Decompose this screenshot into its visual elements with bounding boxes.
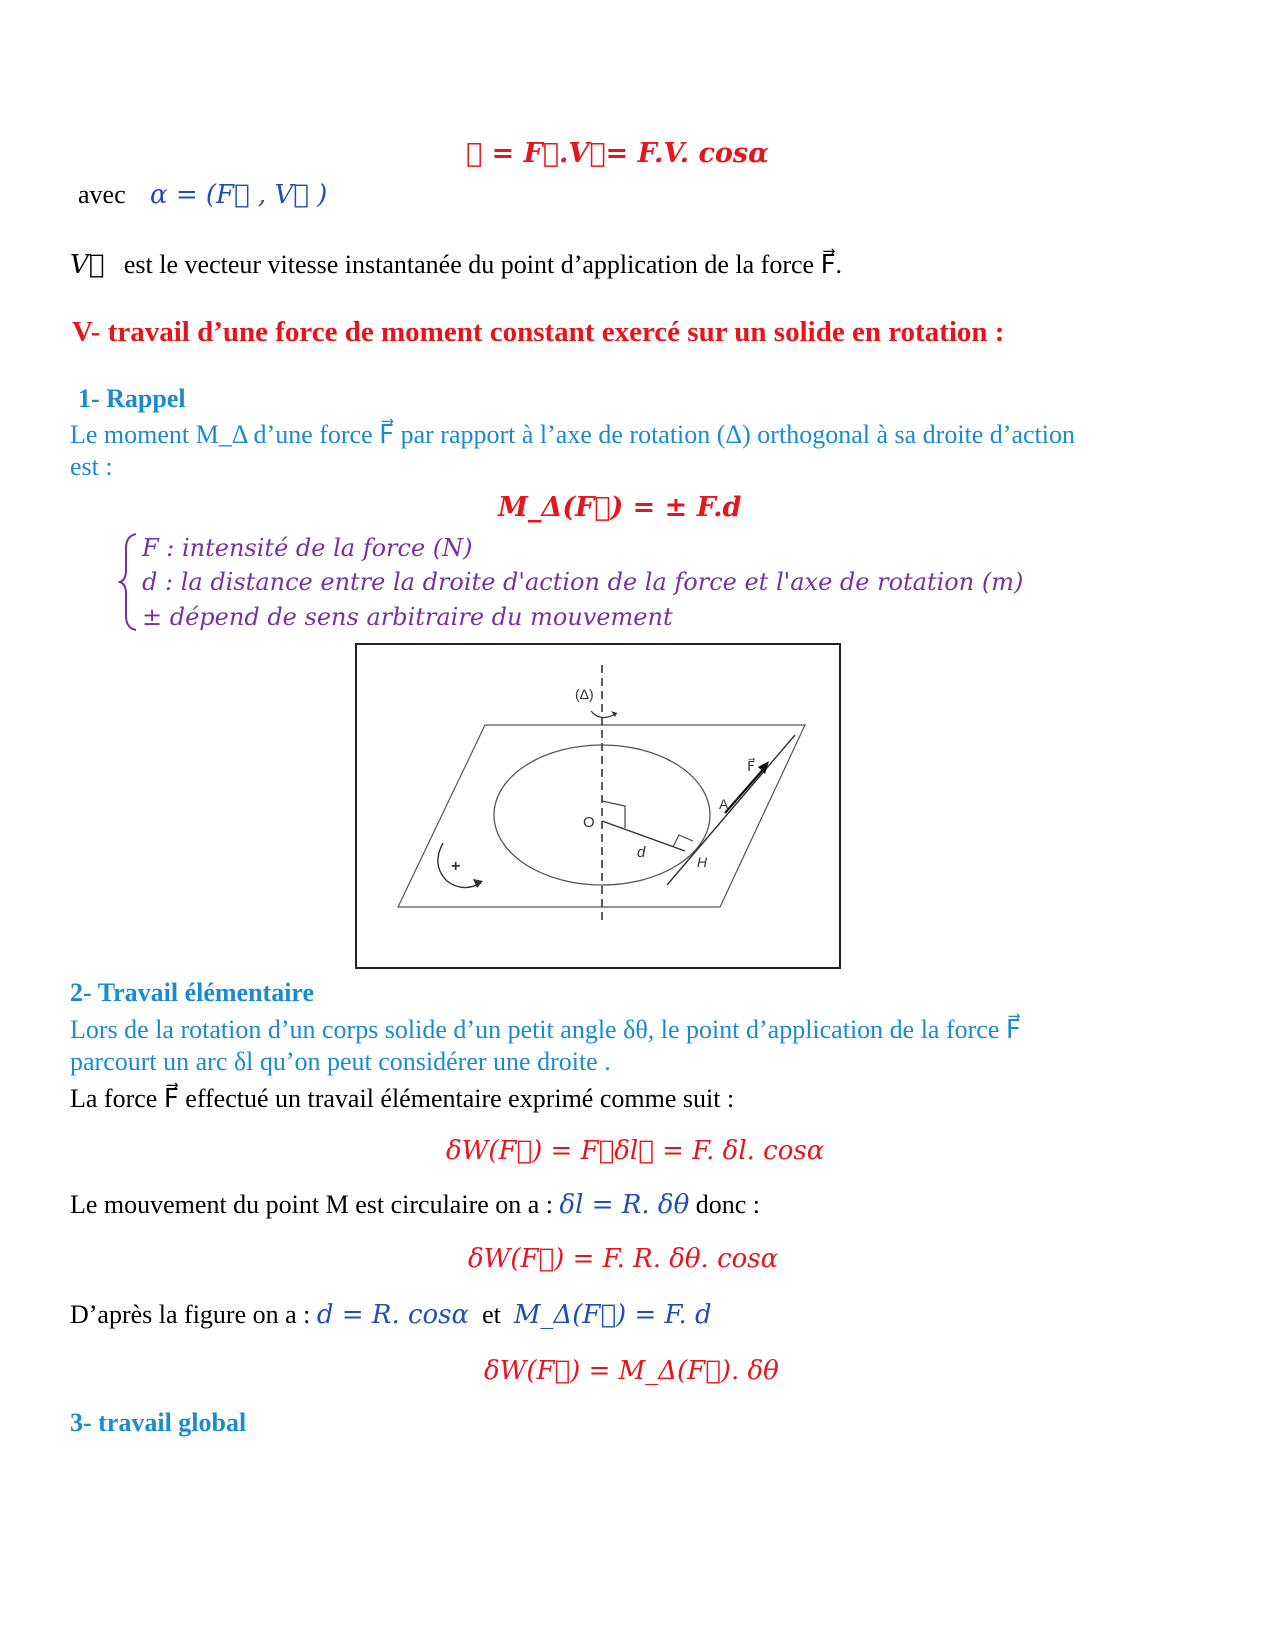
travail-elem-line-3: La force F⃗ effectué un travail élémentaire exprimé comme suit : — [70, 1084, 735, 1113]
velocity-text: est le vecteur vitesse instantanée du point d’application de la force F⃗. — [123, 250, 843, 279]
point-a-label: A — [719, 796, 729, 812]
line-4-text: Le mouvement du point M est circulaire on a : — [70, 1190, 554, 1219]
work-formula-3: δW(F⃗) = M_Δ(F⃗). δθ — [484, 1356, 779, 1386]
travail-elem-line-5 — [70, 1300, 712, 1330]
line-5-text: D’après la figure on a : — [70, 1300, 311, 1329]
alpha-definition: α = (F⃗ , V⃗ ) — [150, 180, 328, 210]
point-o-label: O — [583, 814, 595, 831]
rotation-figure — [355, 643, 841, 969]
point-h-label: H — [697, 854, 708, 870]
power-equation: 𝓟 = F⃗.V⃗= F.V. cosα — [466, 138, 769, 169]
travail-elem-heading: 2- Travail élémentaire — [70, 978, 315, 1007]
line-4-end: donc : — [695, 1190, 760, 1219]
moment-formula-2: M_Δ(F⃗) = F. d — [513, 1300, 712, 1330]
definition-distance: d : la distance entre la droite d'action de la force et l'axe de rotation (m) — [142, 568, 1024, 596]
travail-elem-line-4 — [70, 1190, 760, 1220]
work-formula-1: δW(F⃗) = F⃗δl⃗ = F. δl. cosα — [446, 1136, 825, 1166]
travail-elem-line-2: parcourt un arc δl qu’on peut considérer une droite . — [70, 1047, 611, 1076]
distance-formula: d = R. cosα — [316, 1300, 470, 1330]
distance-label: d — [637, 844, 646, 861]
travail-global-heading: 3- travail global — [70, 1408, 247, 1437]
arc-formula: δl = R. δθ — [559, 1190, 690, 1220]
definition-sign: ± dépend de sens arbitraire du mouvement — [142, 603, 673, 631]
avec-word: avec — [78, 180, 126, 209]
sense-label: + — [451, 858, 461, 875]
rappel-line-1: Le moment M_Δ d’une force F⃗ par rapport à l’axe de rotation (Δ) orthogonal à sa droite d’action — [70, 420, 1075, 449]
axis-label: (Δ) — [575, 686, 594, 702]
rappel-line-2: est : — [70, 452, 113, 481]
travail-elem-line-1: Lors de la rotation d’un corps solide d’un petit angle δθ, le point d’application de la force F⃗ — [70, 1015, 1021, 1044]
velocity-definition — [70, 250, 842, 280]
definition-force: F : intensité de la force (N) — [142, 534, 473, 562]
force-label: F⃗ — [747, 758, 756, 774]
work-formula-2: δW(F⃗) = F. R. δθ. cosα — [468, 1244, 779, 1274]
curly-brace — [118, 532, 140, 632]
rappel-heading: 1- Rappel — [78, 384, 186, 413]
velocity-symbol: V⃗ — [70, 250, 105, 280]
line-5-et: et — [482, 1300, 501, 1329]
moment-formula: M_Δ(F⃗) = ± F.d — [498, 492, 742, 523]
section-title: V- travail d’une force de moment constant exercé sur un solide en rotation : — [72, 316, 1005, 348]
